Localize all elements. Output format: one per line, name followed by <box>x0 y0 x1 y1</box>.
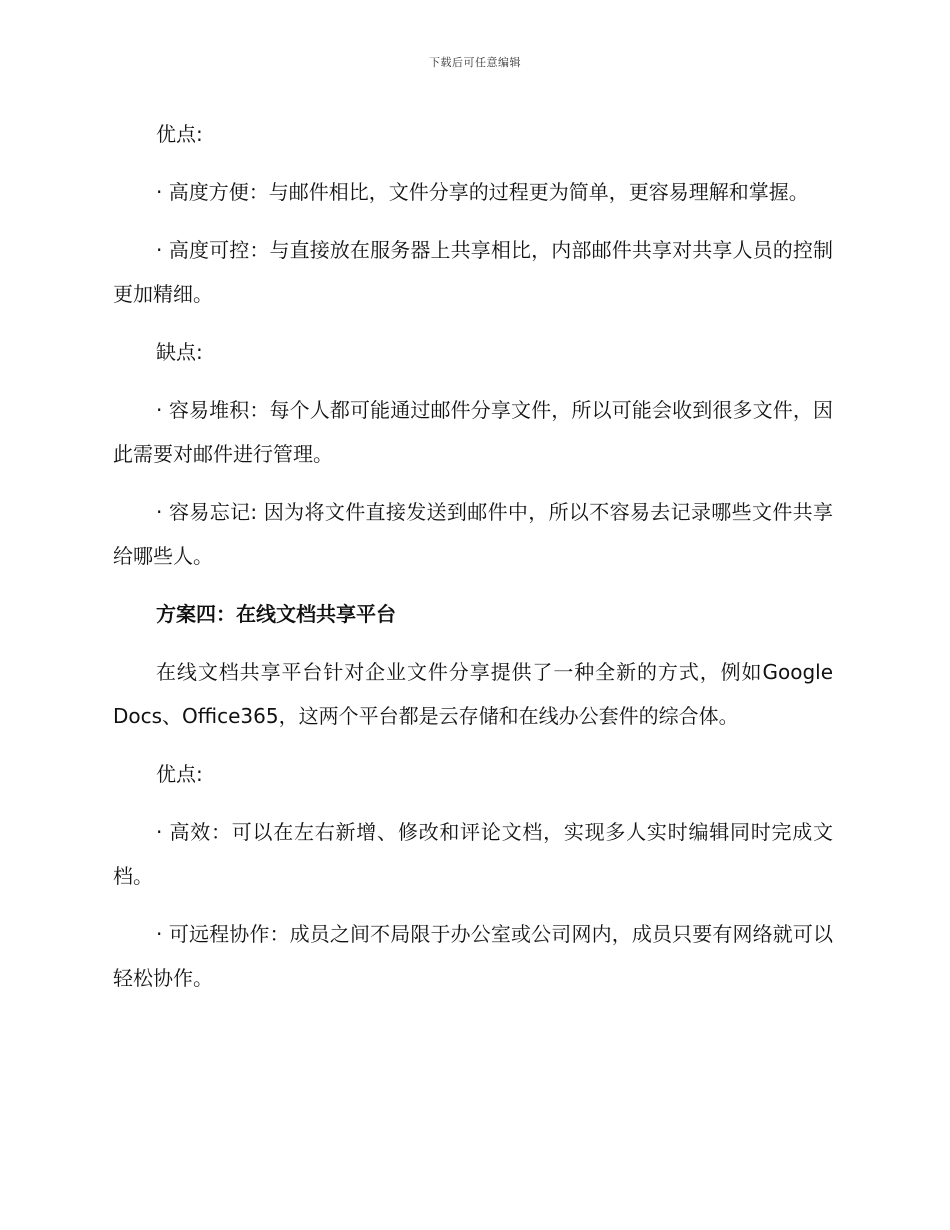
body-paragraph: 在线文档共享平台针对企业文件分享提供了一种全新的方式，例如Google Docs、Office365，这两个平台都是云存储和在线办公套件的综合体。 <box>113 660 833 728</box>
section-label-advantages: 优点: <box>156 122 203 146</box>
bullet-paragraph: · 容易忘记: 因为将文件直接发送到邮件中，所以不容易去记录哪些文件共享给哪些人。 <box>113 500 833 568</box>
bullet-paragraph: · 高效：可以在左右新增、修改和评论文档，实现多人实时编辑同时完成文档。 <box>113 820 833 888</box>
document-body <box>113 112 833 1014</box>
bullet-paragraph: · 容易堆积：每个人都可能通过邮件分享文件，所以可能会收到很多文件，因此需要对邮件进行管理。 <box>113 398 833 466</box>
section-heading: 方案四：在线文档共享平台 <box>156 602 396 626</box>
section-label-disadvantages: 缺点: <box>156 340 203 364</box>
page-header: 下载后可任意编辑 <box>429 56 521 69</box>
bullet-paragraph: · 可远程协作：成员之间不局限于办公室或公司网内，成员只要有网络就可以轻松协作。 <box>113 922 833 990</box>
section-label-advantages: 优点: <box>156 762 203 786</box>
bullet-paragraph: · 高度可控：与直接放在服务器上共享相比，内部邮件共享对共享人员的控制更加精细。 <box>113 238 833 306</box>
bullet-paragraph: · 高度方便：与邮件相比，文件分享的过程更为简单，更容易理解和掌握。 <box>156 180 809 204</box>
